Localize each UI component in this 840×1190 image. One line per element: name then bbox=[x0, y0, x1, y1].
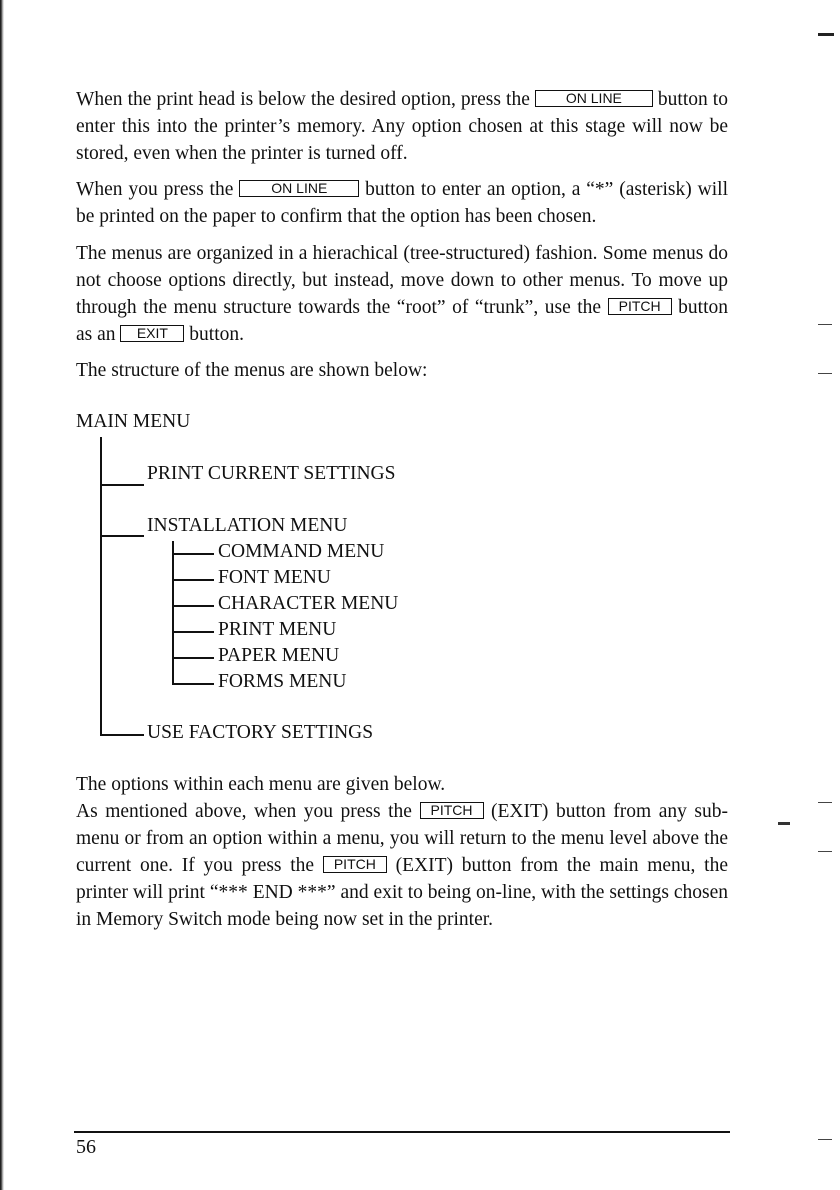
pitch-key: PITCH bbox=[420, 802, 484, 819]
tree-sub-item: FORMS MENU bbox=[218, 671, 347, 692]
scan-mark bbox=[818, 1139, 832, 1140]
paragraph-exit-behavior bbox=[76, 771, 728, 933]
para5-line1: The options within each menu are given below. bbox=[76, 774, 446, 795]
tree-root-main-menu: MAIN MENU bbox=[76, 411, 191, 432]
tree-sub-branch-line bbox=[172, 683, 214, 685]
tree-branch-line bbox=[100, 734, 144, 736]
scan-edge bbox=[0, 0, 4, 1190]
exit-key: EXIT bbox=[120, 325, 184, 342]
tree-sub-branch-line bbox=[172, 553, 214, 555]
page-number: 56 bbox=[76, 1136, 96, 1158]
para3-middle: button as an bbox=[76, 297, 728, 345]
tree-item-print-current-settings: PRINT CURRENT SETTINGS bbox=[147, 463, 396, 484]
para2-after: button to enter an option, a “*” (asterisk) will be printed on the paper to confirm that the option has been chosen. bbox=[76, 179, 728, 227]
para4-text: The structure of the menus are shown below: bbox=[76, 360, 428, 381]
tree-item-installation-menu: INSTALLATION MENU bbox=[147, 515, 348, 536]
tree-sub-item: COMMAND MENU bbox=[218, 541, 385, 562]
tree-sub-branch-line bbox=[172, 631, 214, 633]
tree-sub-item: CHARACTER MENU bbox=[218, 593, 399, 614]
para5-middle1: (EXIT) button from any sub-menu or from an option within a menu, you will return to the menu level above the current one. If you press the bbox=[76, 801, 728, 876]
tree-trunk-line bbox=[100, 437, 102, 735]
paragraph-hierarchy bbox=[76, 240, 728, 348]
para5-middle2: (EXIT) button from the main menu, the printer will print “*** END ***” and exit to being on-line, with the settings chosen in Memory Switch mode being now set in the printer. bbox=[76, 855, 728, 930]
paragraph-asterisk bbox=[76, 176, 728, 230]
tree-item-use-factory-settings: USE FACTORY SETTINGS bbox=[147, 722, 374, 743]
online-key: ON LINE bbox=[535, 90, 653, 107]
scan-mark bbox=[818, 324, 832, 325]
paragraph-online-press bbox=[76, 86, 728, 167]
pitch-key: PITCH bbox=[323, 856, 387, 873]
scan-mark bbox=[818, 33, 834, 36]
tree-sub-branch-line bbox=[172, 579, 214, 581]
tree-sub-item: FONT MENU bbox=[218, 567, 331, 588]
scan-mark bbox=[818, 851, 832, 852]
footer-rule bbox=[74, 1131, 730, 1133]
tree-branch-line bbox=[100, 535, 144, 537]
online-key: ON LINE bbox=[239, 180, 359, 197]
para2-before: When you press the bbox=[76, 179, 240, 200]
tree-sub-branch-line bbox=[172, 605, 214, 607]
tree-sub-item: PAPER MENU bbox=[218, 645, 340, 666]
para5-before: As mentioned above, when you press the bbox=[76, 801, 420, 822]
tree-sub-branch-line bbox=[172, 657, 214, 659]
tree-sub-item: PRINT MENU bbox=[218, 619, 337, 640]
tree-branch-line bbox=[100, 484, 144, 486]
para1-after: button to enter this into the printer’s memory. Any option chosen at this stage will now be stored, even when the printer is turned off. bbox=[76, 89, 728, 164]
tree-sub-trunk-line bbox=[172, 541, 174, 684]
para1-before: When the print head is below the desired option, press the bbox=[76, 89, 535, 110]
para3-after: button. bbox=[184, 324, 244, 345]
pitch-key: PITCH bbox=[608, 298, 672, 315]
scan-mark bbox=[818, 373, 832, 374]
scan-mark bbox=[818, 802, 832, 803]
paragraph-structure-intro bbox=[76, 357, 728, 384]
scan-dot bbox=[778, 822, 790, 825]
para3-before: The menus are organized in a hierachical (tree-structured) fashion. Some menus do not choose options directly, but instead, move down to other menus. To move up through the menu structure towards the “root” of “trunk”, use the bbox=[76, 243, 728, 318]
